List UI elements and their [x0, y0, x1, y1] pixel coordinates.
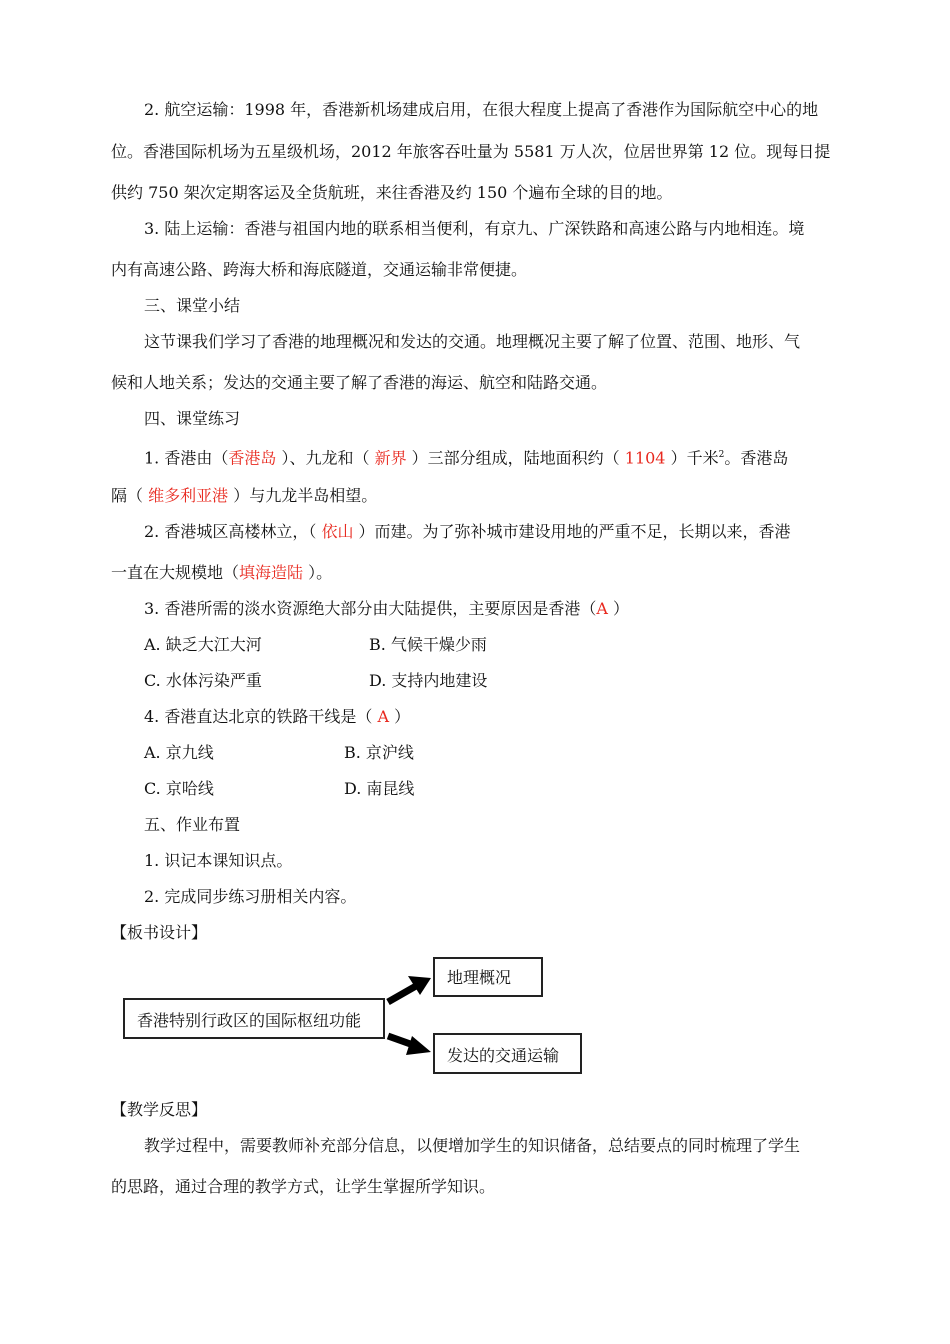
summary-line-1: 这节课我们学习了香港的地理概况和发达的交通。地理概况主要了解了位置、范围、地形、气	[144, 332, 801, 351]
arrow-up-right-icon	[388, 976, 431, 1002]
q3-option-b: B. 气候干燥少雨	[369, 635, 487, 654]
q3-stem-text: 3. 香港所需的淡水资源绝大部分由大陆提供，主要原因是香港（	[144, 599, 597, 618]
board-box-geography-label: 地理概况	[447, 968, 512, 987]
q4-answer: A	[377, 707, 390, 726]
summary-line-2: 候和人地关系；发达的交通主要了解了香港的海运、航空和陆路交通。	[111, 373, 608, 392]
q3-answer: A	[596, 599, 608, 618]
land-transport-line-1: 3. 陆上运输：香港与祖国内地的联系相当便利，有京九、广深铁路和高速公路与内地相连。境	[144, 219, 805, 238]
q1-text-e: 。香港岛	[724, 448, 789, 468]
q2-answer-1: 依山	[321, 522, 354, 541]
board-box-transport-label: 发达的交通运输	[447, 1046, 560, 1065]
q1-text-c: ）三部分组成，陆地面积约（	[406, 448, 625, 468]
q1-answer-1: 香港岛	[228, 448, 277, 468]
q3-option-d: D. 支持内地建设	[369, 671, 488, 690]
practice-heading: 四、课堂练习	[144, 409, 241, 428]
land-transport-line-2: 内有高速公路、跨海大桥和海底隧道，交通运输非常便捷。	[111, 260, 528, 279]
board-design-heading: 【板书设计】	[111, 923, 208, 942]
q4-close: ）	[389, 707, 411, 726]
q3-close: ）	[607, 599, 630, 618]
q1-answer-4: 维多利亚港	[148, 486, 229, 505]
q4-option-d: D. 南昆线	[344, 779, 415, 798]
q2-text-a: 2. 香港城区高楼林立，（	[144, 522, 322, 541]
q1-text-b: ）、九龙和（	[276, 448, 375, 468]
arrow-down-right-icon	[388, 1036, 431, 1055]
reflection-heading: 【教学反思】	[111, 1100, 208, 1119]
q1-text-f: 隔（	[111, 486, 149, 505]
board-box-main-label: 香港特别行政区的国际枢纽功能	[137, 1011, 362, 1030]
summary-heading: 三、课堂小结	[144, 296, 241, 315]
q2-text-b: ）而建。为了弥补城市建设用地的严重不足，长期以来，香港	[353, 522, 791, 541]
homework-heading: 五、作业布置	[144, 815, 241, 834]
q4-stem-text: 4. 香港直达北京的铁路干线是（	[144, 707, 378, 726]
homework-item-2: 2. 完成同步练习册相关内容。	[144, 887, 357, 906]
reflection-line-1: 教学过程中，需要教师补充部分信息，以便增加学生的知识储备，总结要点的同时梳理了学生	[144, 1136, 801, 1155]
q3-option-a: A. 缺乏大江大河	[144, 635, 262, 654]
air-transport-line-3: 供约 750 架次定期客运及全货航班，来往香港及约 150 个遍布全球的目的地。	[111, 183, 673, 202]
air-transport-line-2: 位。香港国际机场为五星级机场，2012 年旅客吞吐量为 5581 万人次，位居世界第 12 位。现每日提	[111, 142, 831, 161]
q1-superscript: 2	[718, 450, 725, 460]
homework-item-1: 1. 识记本课知识点。	[144, 851, 293, 870]
q2-text-c: 一直在大规模地（	[111, 563, 240, 582]
q3-option-c: C. 水体污染严重	[144, 671, 262, 690]
q1-text-g: ）与九龙半岛相望。	[228, 486, 378, 505]
q4-option-a: A. 京九线	[144, 743, 214, 762]
q4-option-b: B. 京沪线	[344, 743, 414, 762]
air-transport-line-1: 2. 航空运输：1998 年，香港新机场建成启用，在很大程度上提高了香港作为国际航空中心的地	[144, 100, 819, 119]
q1-answer-2: 新界	[374, 448, 407, 468]
q1-text-d: ）千米	[665, 448, 719, 468]
q2-answer-2: 填海造陆	[239, 563, 304, 582]
q1-text-a: 1. 香港由（	[144, 448, 229, 468]
q2-text-d: ）。	[303, 563, 333, 582]
q4-option-c: C. 京哈线	[144, 779, 214, 798]
reflection-line-2: 的思路，通过合理的教学方式，让学生掌握所学知识。	[111, 1177, 496, 1196]
q1-answer-3: 1104	[624, 448, 666, 468]
